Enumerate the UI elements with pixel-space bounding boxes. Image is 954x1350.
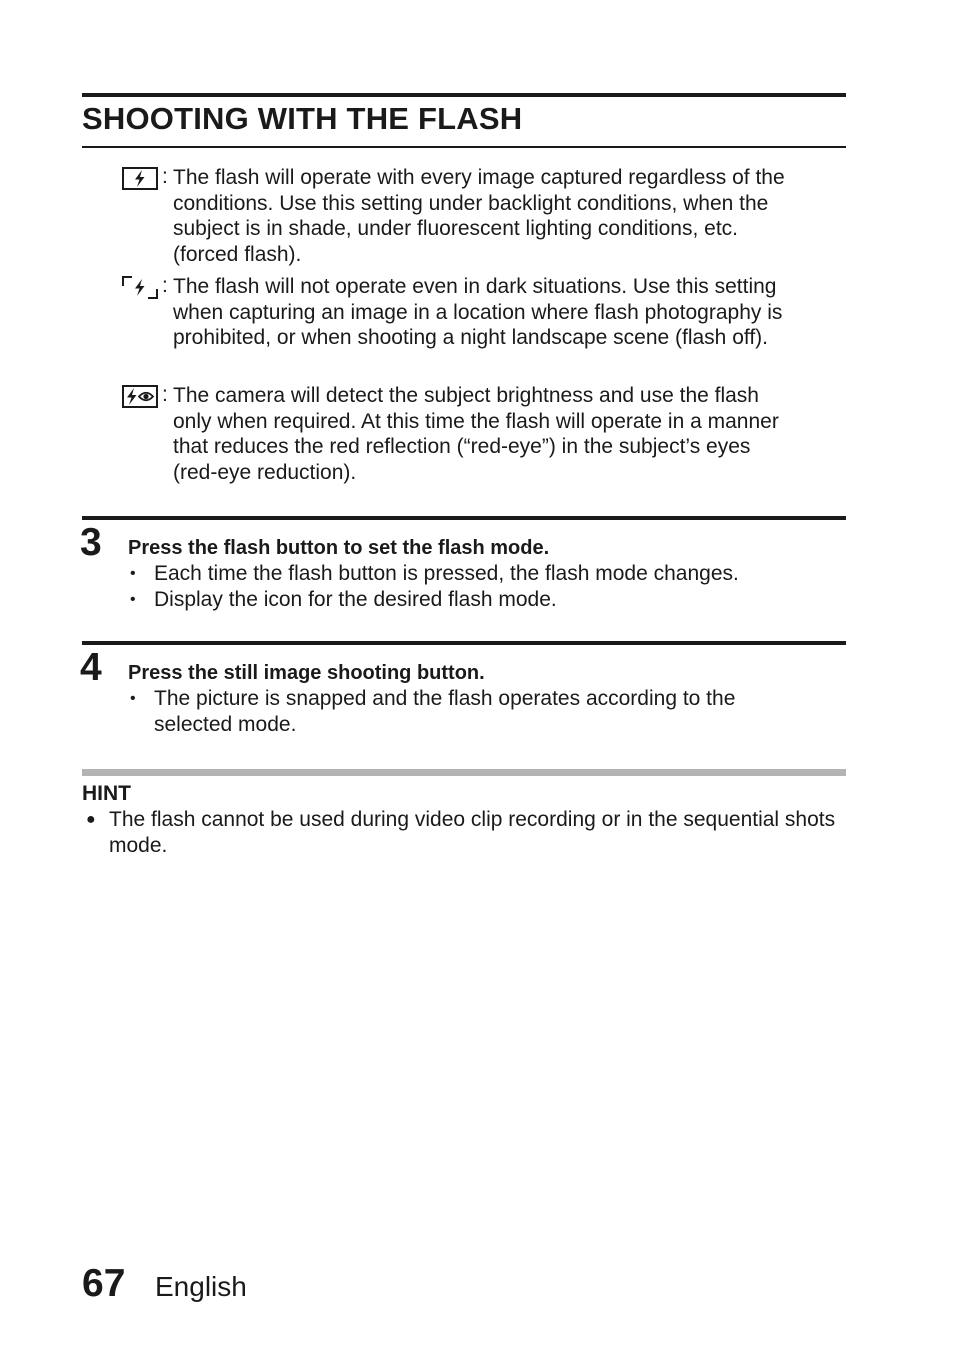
bullet-dot: •: [130, 591, 136, 608]
bullet-dot: •: [130, 565, 136, 582]
flash-mode-description: The flash will not operate even in dark situations. Use this setting when capturing an image in a location where flash photography is prohibited, or when shooting a night landscape scene (flash off).: [173, 275, 783, 350]
bullet-text: Each time the flash button is pressed, the flash mode changes.: [154, 562, 739, 585]
page-language: English: [155, 1271, 247, 1302]
flash-mode-item-forced: [122, 165, 785, 269]
title-bottom-rule: [82, 146, 846, 148]
mode-colon: :: [162, 165, 168, 188]
hint-text: The flash cannot be used during video clip recording or in the sequential shots mode.: [109, 808, 836, 857]
flash-mode-item-off: [122, 274, 782, 378]
flash-mode-description: The camera will detect the subject brightness and use the flash only when required. At this time the flash will operate in a manner that reduces the red reflection (“red-eye”) in the subject’s eyes (red-eye reduction).: [173, 384, 779, 484]
page-number: 67: [82, 1262, 126, 1305]
step-heading: Press the flash button to set the flash mode.: [128, 537, 550, 559]
flash-mode-item-red-eye: [122, 383, 782, 487]
mode-colon: :: [162, 383, 168, 406]
flash-off-icon: [122, 276, 158, 305]
step-heading: Press the still image shooting button.: [128, 662, 485, 684]
flash-red-eye-icon: [122, 385, 158, 414]
flash-forced-icon: [122, 167, 158, 196]
step-number: 4: [80, 646, 102, 689]
page-title: SHOOTING WITH THE FLASH: [82, 101, 523, 136]
hint-bullet-dot: ●: [86, 811, 96, 828]
step-4-rule: [82, 641, 846, 645]
hint-rule: [82, 769, 846, 776]
step-number: 3: [80, 521, 102, 564]
bullet-text: Display the icon for the desired flash mode.: [154, 588, 557, 611]
title-top-rule: [82, 93, 846, 97]
flash-mode-description: The flash will operate with every image captured regardless of the conditions. Use this setting under backlight conditions, when the subject is in shade, under fluorescent lighting conditions, etc. (forced flash).: [173, 166, 785, 266]
mode-colon: :: [162, 274, 168, 297]
hint-label: HINT: [82, 782, 131, 805]
bullet-dot: •: [130, 690, 136, 707]
bullet-text: The picture is snapped and the flash operates according to the selected mode.: [154, 687, 736, 736]
step-3-rule: [82, 516, 846, 520]
